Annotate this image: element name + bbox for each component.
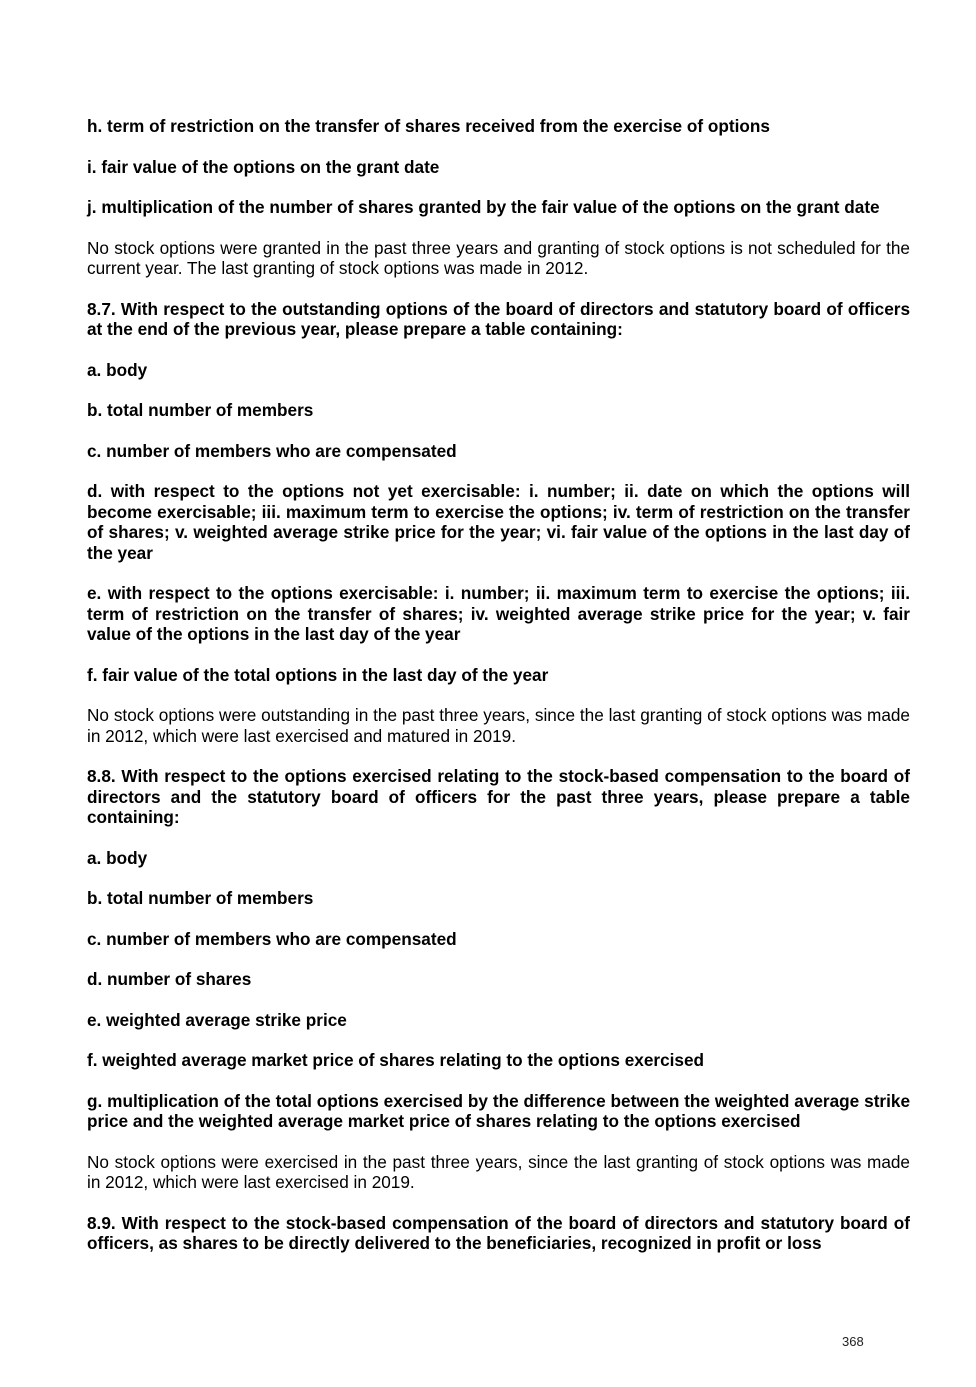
item-b-total-members: b. total number of members — [87, 888, 314, 908]
item-d-not-exercisable: d. with respect to the options not yet exercisable: i. number; ii. date on which the options will become exercisable; iii. maximum term to exercise the options; iv. term of restriction on the transfer of shares; v. weighted average strike price for the year; vi. fair value of the options in the last day of the year — [87, 481, 910, 563]
item-a-body: a. body — [87, 359, 148, 380]
note-no-options-granted: No stock options were granted in the past three years and granting of stock options is not scheduled for the current year. The last granting of stock options was made in 2012. — [87, 237, 910, 278]
document-body — [87, 116, 910, 1274]
note-no-options-outstanding: No stock options were outstanding in the past three years, since the last granting of stock options was made in 2012, which were last exercised and matured in 2019. — [87, 705, 910, 746]
item-d-number-of-shares: d. number of shares — [87, 969, 252, 989]
section-8-7-heading: 8.7. With respect to the outstanding options of the board of directors and statutory board of officers at the end of the previous year, please prepare a table containing: — [87, 298, 910, 339]
item-h-restriction-term: h. term of restriction on the transfer of shares received from the exercise of options — [87, 116, 770, 136]
item-f-fair-value-total: f. fair value of the total options in the last day of the year — [87, 664, 549, 685]
note-no-options-exercised: No stock options were exercised in the past three years, since the last granting of stock options was made in 2012, which were last exercised in 2019. — [87, 1151, 910, 1192]
section-8-8-heading: 8.8. With respect to the options exercised relating to the stock-based compensation to the board of directors and the statutory board of officers for the past three years, please prepare a table containing: — [87, 766, 910, 827]
item-f-market-price: f. weighted average market price of shares relating to the options exercised — [87, 1050, 705, 1070]
item-c-compensated-members: c. number of members who are compensated — [87, 440, 457, 461]
item-j-multiplication: j. multiplication of the number of shares granted by the fair value of the options on the grant date — [87, 197, 880, 217]
item-e-exercisable: e. with respect to the options exercisable: i. number; ii. maximum term to exercise the options; iii. term of restriction on the transfer of shares; iv. weighted average strike price for the year; v. fair value of the options in the last day of the year — [87, 583, 910, 644]
item-e-strike-price: e. weighted average strike price — [87, 1009, 347, 1030]
item-c-compensated-members: c. number of members who are compensated — [87, 928, 457, 949]
page-number: 368 — [842, 1334, 864, 1349]
section-8-9-heading: 8.9. With respect to the stock-based compensation of the board of directors and statutory board of officers, as shares to be directly delivered to the beneficiaries, recognized in profit or loss — [87, 1212, 910, 1253]
item-a-body: a. body — [87, 847, 148, 868]
item-b-total-members: b. total number of members — [87, 400, 314, 420]
item-g-multiplication: g. multiplication of the total options exercised by the difference between the weighted average strike price and the weighted average market price of shares relating to the options exercised — [87, 1090, 910, 1131]
item-i-fair-value-grant: i. fair value of the options on the grant date — [87, 156, 440, 177]
